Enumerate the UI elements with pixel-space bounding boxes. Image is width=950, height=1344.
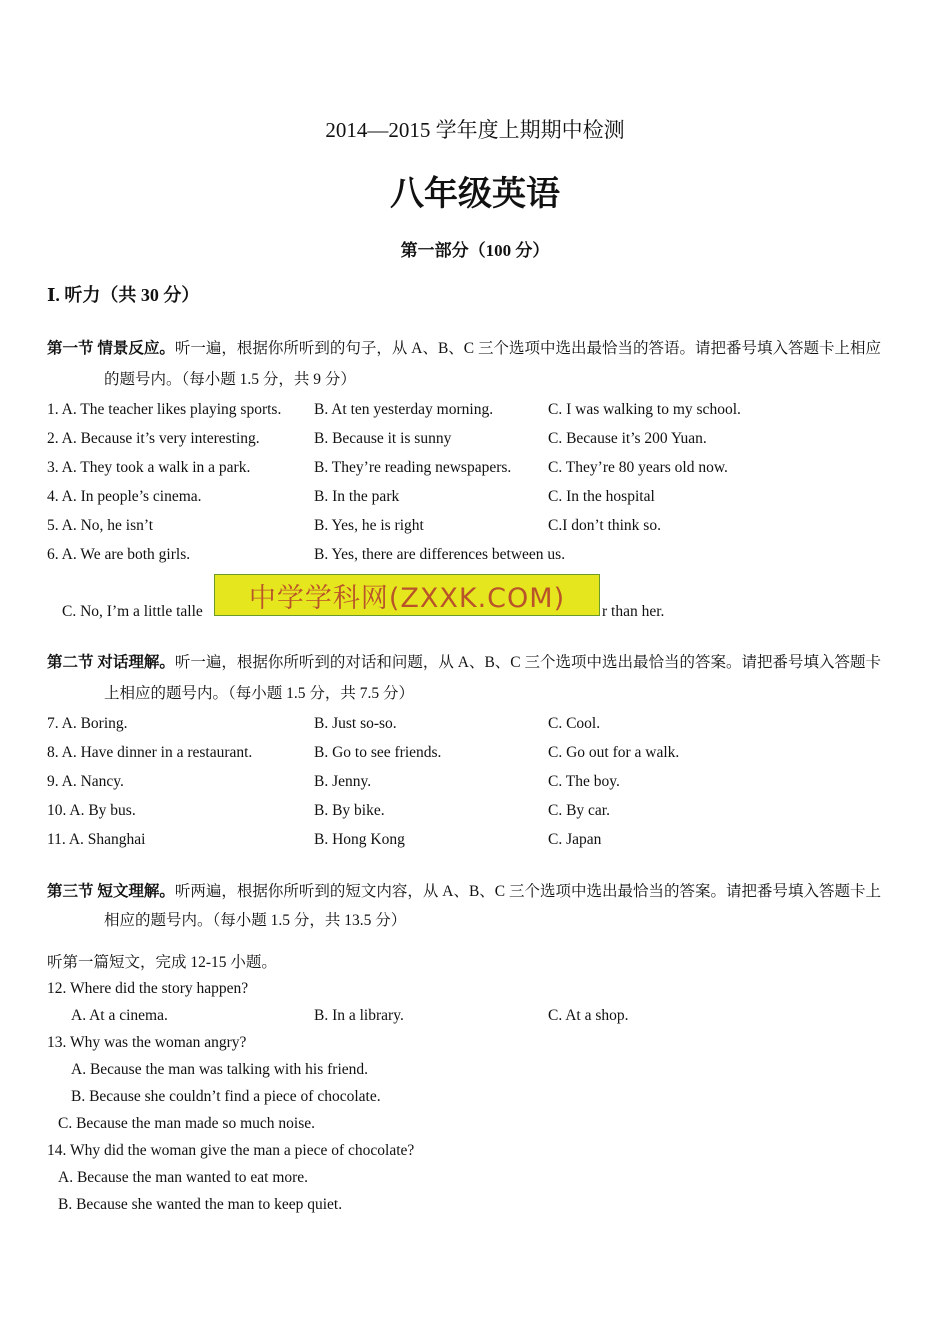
q4-option-c: C. In the hospital bbox=[548, 488, 655, 505]
subject-title: 八年级英语 bbox=[390, 176, 560, 213]
q3-option-c: C. They’re 80 years old now. bbox=[548, 459, 728, 476]
exam-term-title: 2014—2015 学年度上期期中检测 bbox=[325, 118, 625, 142]
section2-text: 听一遍，根据你所听到的对话和问题，从 A、B、C 三个选项中选出最恰当的答案。请把番号填入答题卡 bbox=[174, 654, 882, 671]
section1-instruction-cont: 的题号内。（每小题 1.5 分，共 9 分） bbox=[104, 371, 356, 388]
part-title: 第一部分（100 分） bbox=[400, 241, 550, 260]
q13-option-a: A. Because the man was talking with his friend. bbox=[71, 1061, 369, 1078]
q2-option-c: C. Because it’s 200 Yuan. bbox=[548, 430, 707, 447]
section3-instruction-cont: 相应的题号内。（每小题 1.5 分，共 13.5 分） bbox=[104, 912, 407, 929]
q13-option-b: B. Because she couldn’t find a piece of chocolate. bbox=[71, 1088, 381, 1105]
q9-option-b: B. Jenny. bbox=[314, 773, 372, 790]
q9-option-a: 9. A. Nancy. bbox=[47, 773, 124, 790]
section3-text: 听两遍，根据你所听到的短文内容，从 A、B、C 三个选项中选出最恰当的答案。请把番号填入答题卡上 bbox=[174, 883, 882, 900]
q11-option-b: B. Hong Kong bbox=[314, 831, 405, 848]
q2-option-b: B. Because it is sunny bbox=[314, 430, 452, 447]
q6-option-a: 6. A. We are both girls. bbox=[47, 546, 191, 563]
q14-option-a: A. Because the man wanted to eat more. bbox=[58, 1169, 309, 1186]
q12-stem: 12. Where did the story happen? bbox=[47, 980, 249, 997]
q8-option-c: C. Go out for a walk. bbox=[548, 744, 680, 761]
section3-label: 第三节 短文理解。 bbox=[47, 883, 175, 900]
q5-option-c: C.I don’t think so. bbox=[548, 517, 661, 534]
q8-option-a: 8. A. Have dinner in a restaurant. bbox=[47, 744, 253, 761]
q11-option-c: C. Japan bbox=[548, 831, 602, 848]
q1-option-b: B. At ten yesterday morning. bbox=[314, 401, 494, 418]
q7-option-c: C. Cool. bbox=[548, 715, 601, 732]
q11-option-a: 11. A. Shanghai bbox=[47, 831, 146, 848]
q6-option-c-end: r than her. bbox=[602, 603, 665, 620]
q10-option-a: 10. A. By bus. bbox=[47, 802, 136, 819]
q6-option-b: B. Yes, there are differences between us. bbox=[314, 546, 566, 563]
q1-option-a: 1. A. The teacher likes playing sports. bbox=[47, 401, 282, 418]
q14-option-b: B. Because she wanted the man to keep quiet. bbox=[58, 1196, 343, 1213]
q9-option-c: C. The boy. bbox=[548, 773, 620, 790]
section1-text: 听一遍，根据你所听到的句子，从 A、B、C 三个选项中选出最恰当的答语。请把番号填入答题卡上相应 bbox=[174, 340, 882, 357]
section2-label: 第二节 对话理解。 bbox=[47, 654, 175, 671]
section2-instruction-cont: 上相应的题号内。（每小题 1.5 分，共 7.5 分） bbox=[104, 685, 415, 702]
q7-option-a: 7. A. Boring. bbox=[47, 715, 128, 732]
q13-stem: 13. Why was the woman angry? bbox=[47, 1034, 247, 1051]
q7-option-b: B. Just so-so. bbox=[314, 715, 397, 732]
listening-title: Ⅰ. 听力（共 30 分） bbox=[47, 285, 200, 305]
q14-stem: 14. Why did the woman give the man a piece of chocolate? bbox=[47, 1142, 415, 1159]
q4-option-a: 4. A. In people’s cinema. bbox=[47, 488, 202, 505]
q4-option-b: B. In the park bbox=[314, 488, 400, 505]
passage-intro: 听第一篇短文，完成 12-15 小题。 bbox=[47, 954, 277, 971]
section1-instruction bbox=[47, 336, 881, 358]
q1-option-c: C. I was walking to my school. bbox=[548, 401, 741, 418]
q13-option-c: C. Because the man made so much noise. bbox=[58, 1115, 315, 1132]
q12-option-c: C. At a shop. bbox=[548, 1007, 629, 1024]
q3-option-a: 3. A. They took a walk in a park. bbox=[47, 459, 251, 476]
q10-option-c: C. By car. bbox=[548, 802, 610, 819]
q5-option-a: 5. A. No, he isn’t bbox=[47, 517, 154, 534]
q12-option-a: A. At a cinema. bbox=[71, 1007, 168, 1024]
section1-label: 第一节 情景反应。 bbox=[47, 340, 175, 357]
q5-option-b: B. Yes, he is right bbox=[314, 517, 424, 534]
q2-option-a: 2. A. Because it’s very interesting. bbox=[47, 430, 260, 447]
section2-instruction bbox=[47, 650, 881, 672]
q3-option-b: B. They’re reading newspapers. bbox=[314, 459, 512, 476]
q8-option-b: B. Go to see friends. bbox=[314, 744, 442, 761]
q12-option-b: B. In a library. bbox=[314, 1007, 404, 1024]
watermark-banner: 中学学科网(ZXXK.COM) bbox=[214, 574, 600, 616]
section3-instruction bbox=[47, 879, 881, 901]
q6-option-c-start: C. No, I’m a little talle bbox=[62, 603, 203, 620]
q10-option-b: B. By bike. bbox=[314, 802, 385, 819]
